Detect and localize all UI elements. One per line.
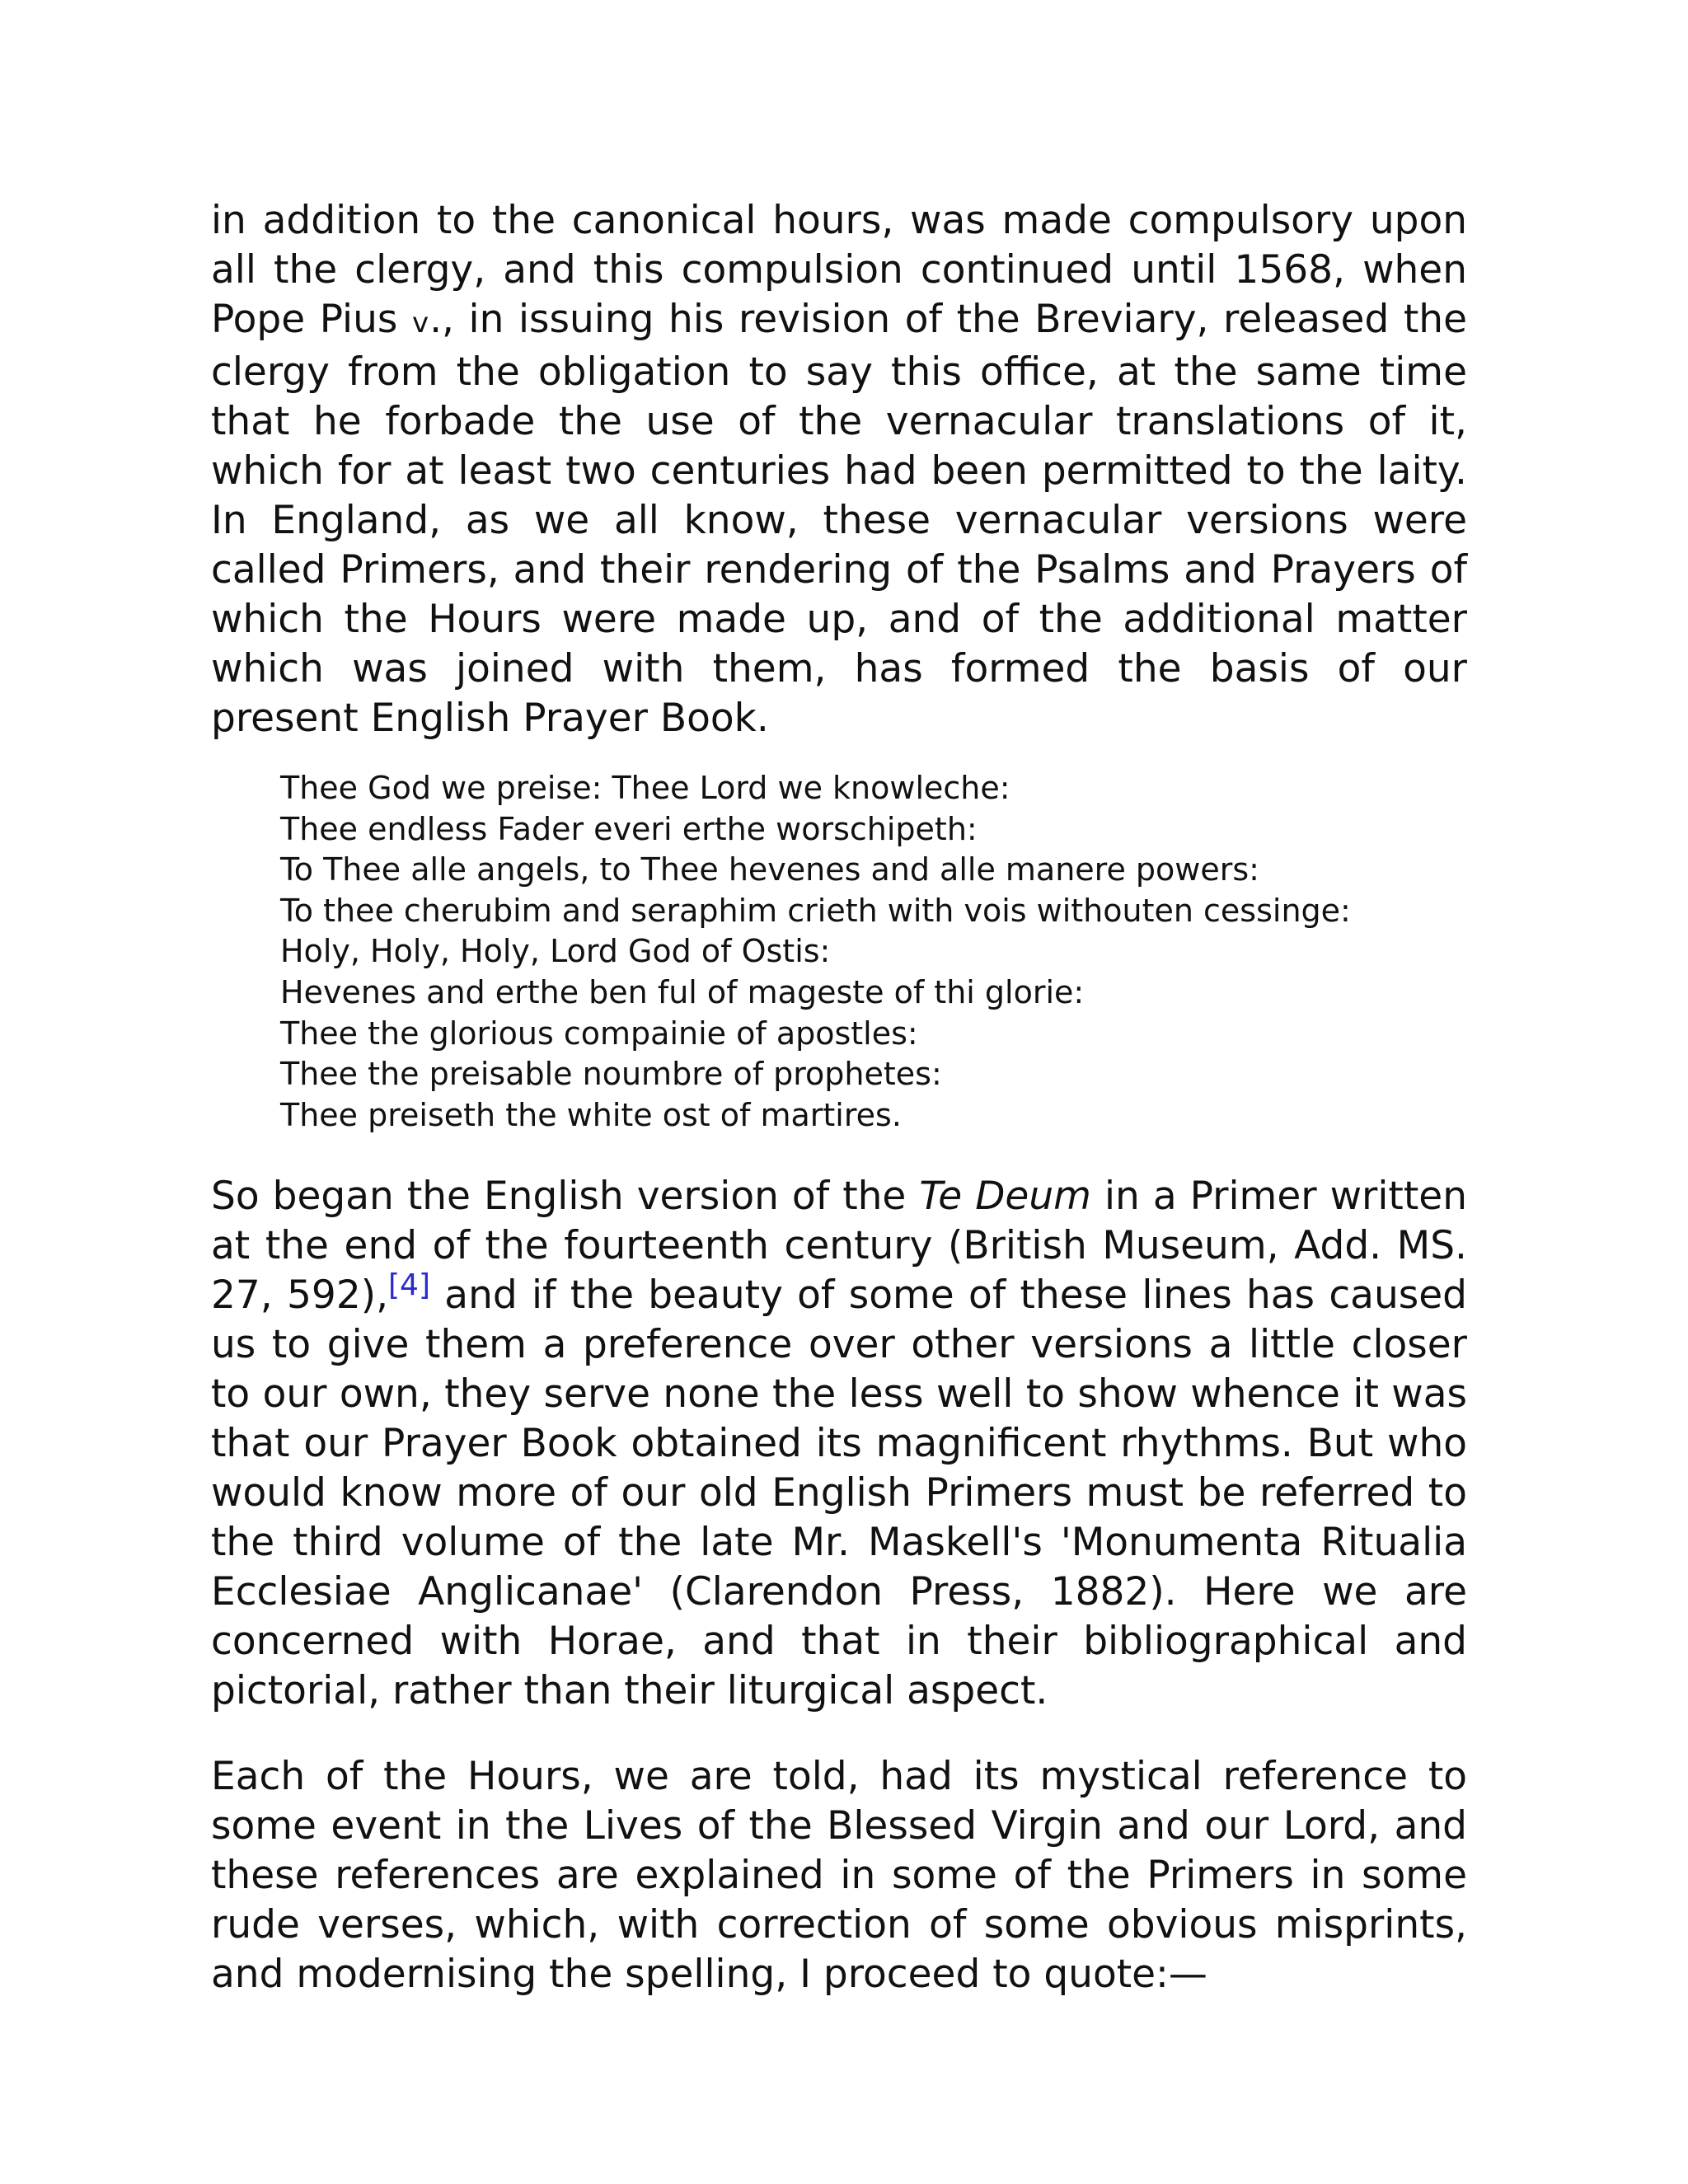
poem-line: Thee the preisable noumbre of prophetes: <box>280 1056 942 1093</box>
paragraph-text: in a Primer written at the end of the fourteenth century (British Museum, Add. MS. 27, 592), <box>211 1174 1467 1319</box>
te-deum-excerpt <box>280 768 1467 1136</box>
paragraph-hours-references <box>211 1752 1467 1999</box>
poem-line: Thee preiseth the white ost of martires. <box>280 1096 902 1133</box>
roman-numeral: v <box>411 307 430 340</box>
poem-line: Hevenes and erthe ben ful of mageste of thi glorie: <box>280 973 1085 1010</box>
paragraph-text: and if the beauty of some of these lines has caused us to give them a preference over other versions a little closer to our own, they serve none the less well to show whence it was that our Prayer Book obtained its magnificent rhythms. But who would know more of our old English Primers must be referred to the third volume of the late Mr. Maskell's 'Monumenta Ritualia Ecclesiae Anglicanae' (Clarendon Press, 1882). Here we are concerned with Horae, and that in their bibliographical and pictorial, rather than their liturgical aspect. <box>211 1272 1467 1714</box>
footnote-link[interactable]: [4] <box>388 1268 431 1303</box>
poem-line: To Thee alle angels, to Thee hevenes and alle manere powers: <box>280 851 1259 888</box>
poem-line: Thee endless Fader everi erthe worschipeth: <box>280 810 978 847</box>
poem-line: Thee the glorious compainie of apostles: <box>280 1015 918 1052</box>
paragraph-te-deum-source <box>211 1172 1467 1716</box>
poem-line: Thee God we preise: Thee Lord we knowleche: <box>280 770 1010 806</box>
poem-line: Holy, Holy, Holy, Lord God of Ostis: <box>280 933 831 970</box>
poem-line: To thee cherubim and seraphim crieth with vois withouten cessinge: <box>280 892 1351 929</box>
paragraph-text: So began the English version of the <box>211 1174 920 1220</box>
paragraph-text: ., in issuing his revision of the Breviary, released the clergy from the obligation to say this office, at the same time that he forbade the use of the vernacular translations of it, which for at least two centuries had been permitted to the laity. In England, as we all know, these vernacular versions were called Primers, and their rendering of the Psalms and Prayers of which the Hours were made up, and of the additional matter which was joined with them, has formed the basis of our present English Prayer Book. <box>211 297 1467 741</box>
document-page <box>211 196 1467 1999</box>
paragraph-primers-history <box>211 196 1467 743</box>
paragraph-text: Each of the Hours, we are told, had its mystical reference to some event in the Lives of the Blessed Virgin and our Lord, and these references are explained in some of the Primers in some rude verses, which, with correction of some obvious misprints, and modernising the spelling, I proceed to quote:— <box>211 1754 1467 1998</box>
italic-title: Te Deum <box>919 1174 1091 1220</box>
paragraph-text: in addition to the canonical hours, was made compulsory upon all the clergy, and this compulsion continued until 1568, when Pope Pius <box>211 198 1467 342</box>
